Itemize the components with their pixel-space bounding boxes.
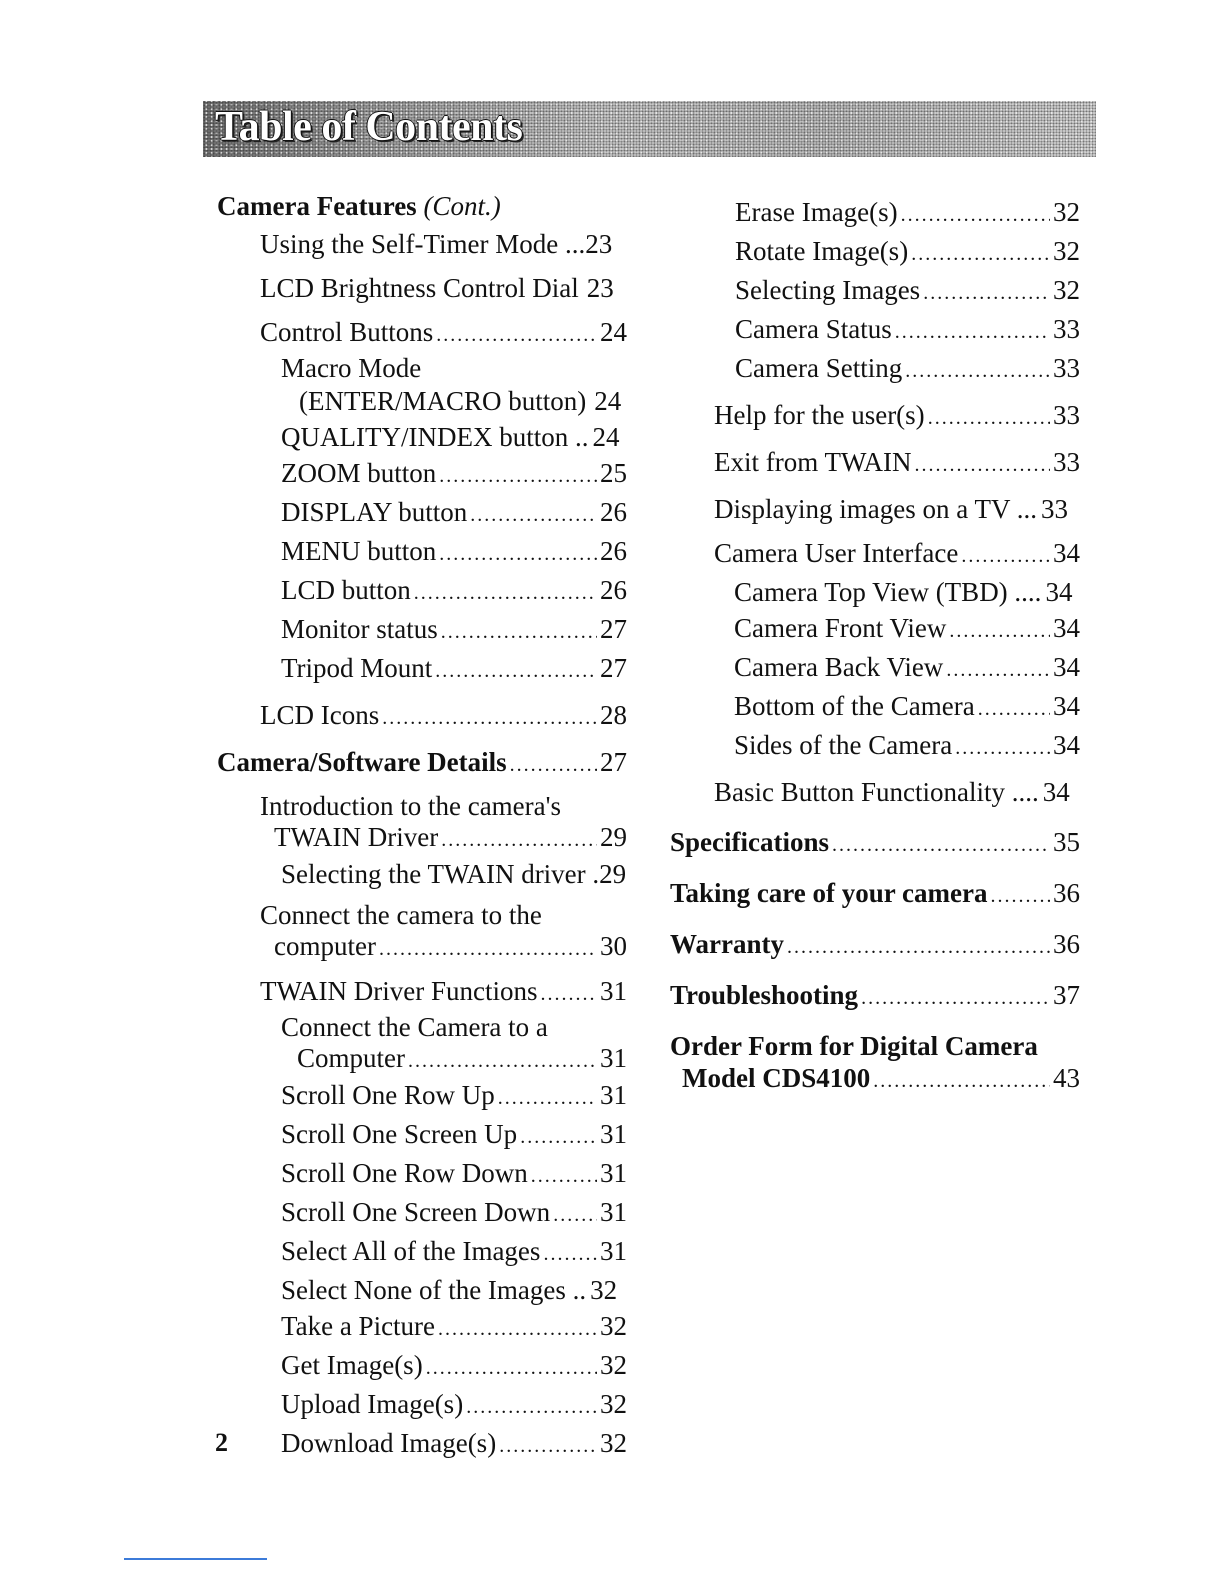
toc-entry[interactable]: LCD Brightness Control Dial 23 (260, 273, 614, 303)
toc-entry[interactable]: Computer ..... 31 (217, 1042, 627, 1077)
toc-entry[interactable]: Camera Front View ..... 34 (670, 610, 1080, 649)
toc-entry[interactable]: DISPLAY button ..... 26 (217, 494, 627, 533)
toc-entry[interactable]: QUALITY/INDEX button .. 24 (281, 422, 620, 452)
toc-banner (203, 101, 1096, 157)
toc-entry[interactable]: Get Image(s) ..... 32 (217, 1347, 627, 1386)
toc-entry[interactable]: Take a Picture ..... 32 (217, 1308, 627, 1347)
toc-entry[interactable]: Tripod Mount ..... 27 (217, 650, 627, 689)
toc-entry[interactable]: Camera Back View ..... 34 (670, 649, 1080, 688)
toc-entry-line1[interactable]: Macro Mode (281, 353, 422, 383)
toc-entry[interactable]: Help for the user(s) ..... 33 (670, 397, 1080, 436)
toc-section-heading[interactable]: Specifications ..... 35 (670, 822, 1080, 865)
toc-entry[interactable]: Scroll One Screen Down ..... 31 (217, 1194, 627, 1233)
toc-entry[interactable]: Scroll One Row Up ..... 31 (217, 1077, 627, 1116)
toc-section-heading[interactable]: Troubleshooting ..... 37 (670, 975, 1080, 1018)
toc-entry[interactable]: Select None of the Images .. 32 (281, 1275, 618, 1305)
toc-entry[interactable]: Monitor status ..... 27 (217, 611, 627, 650)
toc-entry[interactable]: Selecting the TWAIN driver . 29 (281, 859, 627, 889)
toc-entry[interactable]: Displaying images on a TV ... 33 (714, 494, 1068, 524)
toc-entry[interactable]: computer ..... 30 (217, 930, 627, 965)
toc-entry-line1[interactable]: Connect the Camera to a (281, 1012, 548, 1042)
toc-section-heading[interactable]: Model CDS4100 ..... 43 (670, 1062, 1080, 1097)
toc-entry[interactable]: (ENTER/MACRO button) 24 (299, 386, 622, 416)
toc-entry[interactable]: TWAIN Driver ..... 29 (217, 821, 627, 856)
toc-entry[interactable]: LCD Icons ..... 28 (217, 697, 627, 736)
toc-left-column (217, 186, 627, 1464)
toc-entry[interactable]: ZOOM button ..... 25 (217, 455, 627, 494)
page-number: 2 (215, 1428, 228, 1457)
toc-entry[interactable]: Camera Setting ..... 33 (670, 350, 1080, 389)
toc-entry[interactable]: Scroll One Row Down ..... 31 (217, 1155, 627, 1194)
toc-section-heading[interactable]: Camera/Software Details ..... 27 (217, 744, 627, 783)
toc-section-heading[interactable]: Warranty ..... 36 (670, 924, 1080, 967)
toc-entry[interactable]: Erase Image(s) ..... 32 (670, 194, 1080, 233)
toc-entry[interactable]: MENU button ..... 26 (217, 533, 627, 572)
toc-entry-line1[interactable]: Connect the camera to the (260, 900, 542, 930)
toc-entry[interactable]: Selecting Images ..... 32 (670, 272, 1080, 311)
toc-entry[interactable]: Control Buttons ..... 24 (217, 314, 627, 353)
toc-entry[interactable]: Using the Self-Timer Mode ... 23 (260, 229, 613, 259)
toc-entry[interactable]: Camera Top View (TBD) .... 34 (734, 577, 1073, 607)
toc-entry[interactable]: TWAIN Driver Functions ..... 31 (217, 973, 627, 1012)
toc-entry[interactable]: Basic Button Functionality .... 34 (714, 777, 1070, 807)
toc-section-heading[interactable]: Taking care of your camera ..... 36 (670, 873, 1080, 916)
toc-entry[interactable]: Download Image(s) ..... 32 (217, 1425, 627, 1464)
toc-entry[interactable]: Scroll One Screen Up ..... 31 (217, 1116, 627, 1155)
toc-entry[interactable]: Exit from TWAIN ..... 33 (670, 444, 1080, 483)
toc-entry[interactable]: Upload Image(s) ..... 32 (217, 1386, 627, 1425)
toc-entry-line1[interactable]: Order Form for Digital Camera (670, 1031, 1038, 1061)
toc-entry[interactable]: Sides of the Camera ..... 34 (670, 727, 1080, 766)
toc-entry[interactable]: Camera Status ..... 33 (670, 311, 1080, 350)
toc-entry[interactable]: Rotate Image(s) ..... 32 (670, 233, 1080, 272)
toc-section-heading[interactable]: Camera Features (Cont.) (217, 191, 501, 221)
toc-entry[interactable]: LCD button ..... 26 (217, 572, 627, 611)
toc-right-column (670, 194, 1080, 1097)
toc-entry[interactable]: Select All of the Images ..... 31 (217, 1233, 627, 1272)
footer-rule (124, 1558, 267, 1560)
toc-title: Table of Contents (215, 104, 523, 150)
toc-entry[interactable]: Bottom of the Camera ..... 34 (670, 688, 1080, 727)
toc-entry[interactable]: Camera User Interface ..... 34 (670, 535, 1080, 574)
toc-entry-line1[interactable]: Introduction to the camera's (260, 791, 562, 821)
